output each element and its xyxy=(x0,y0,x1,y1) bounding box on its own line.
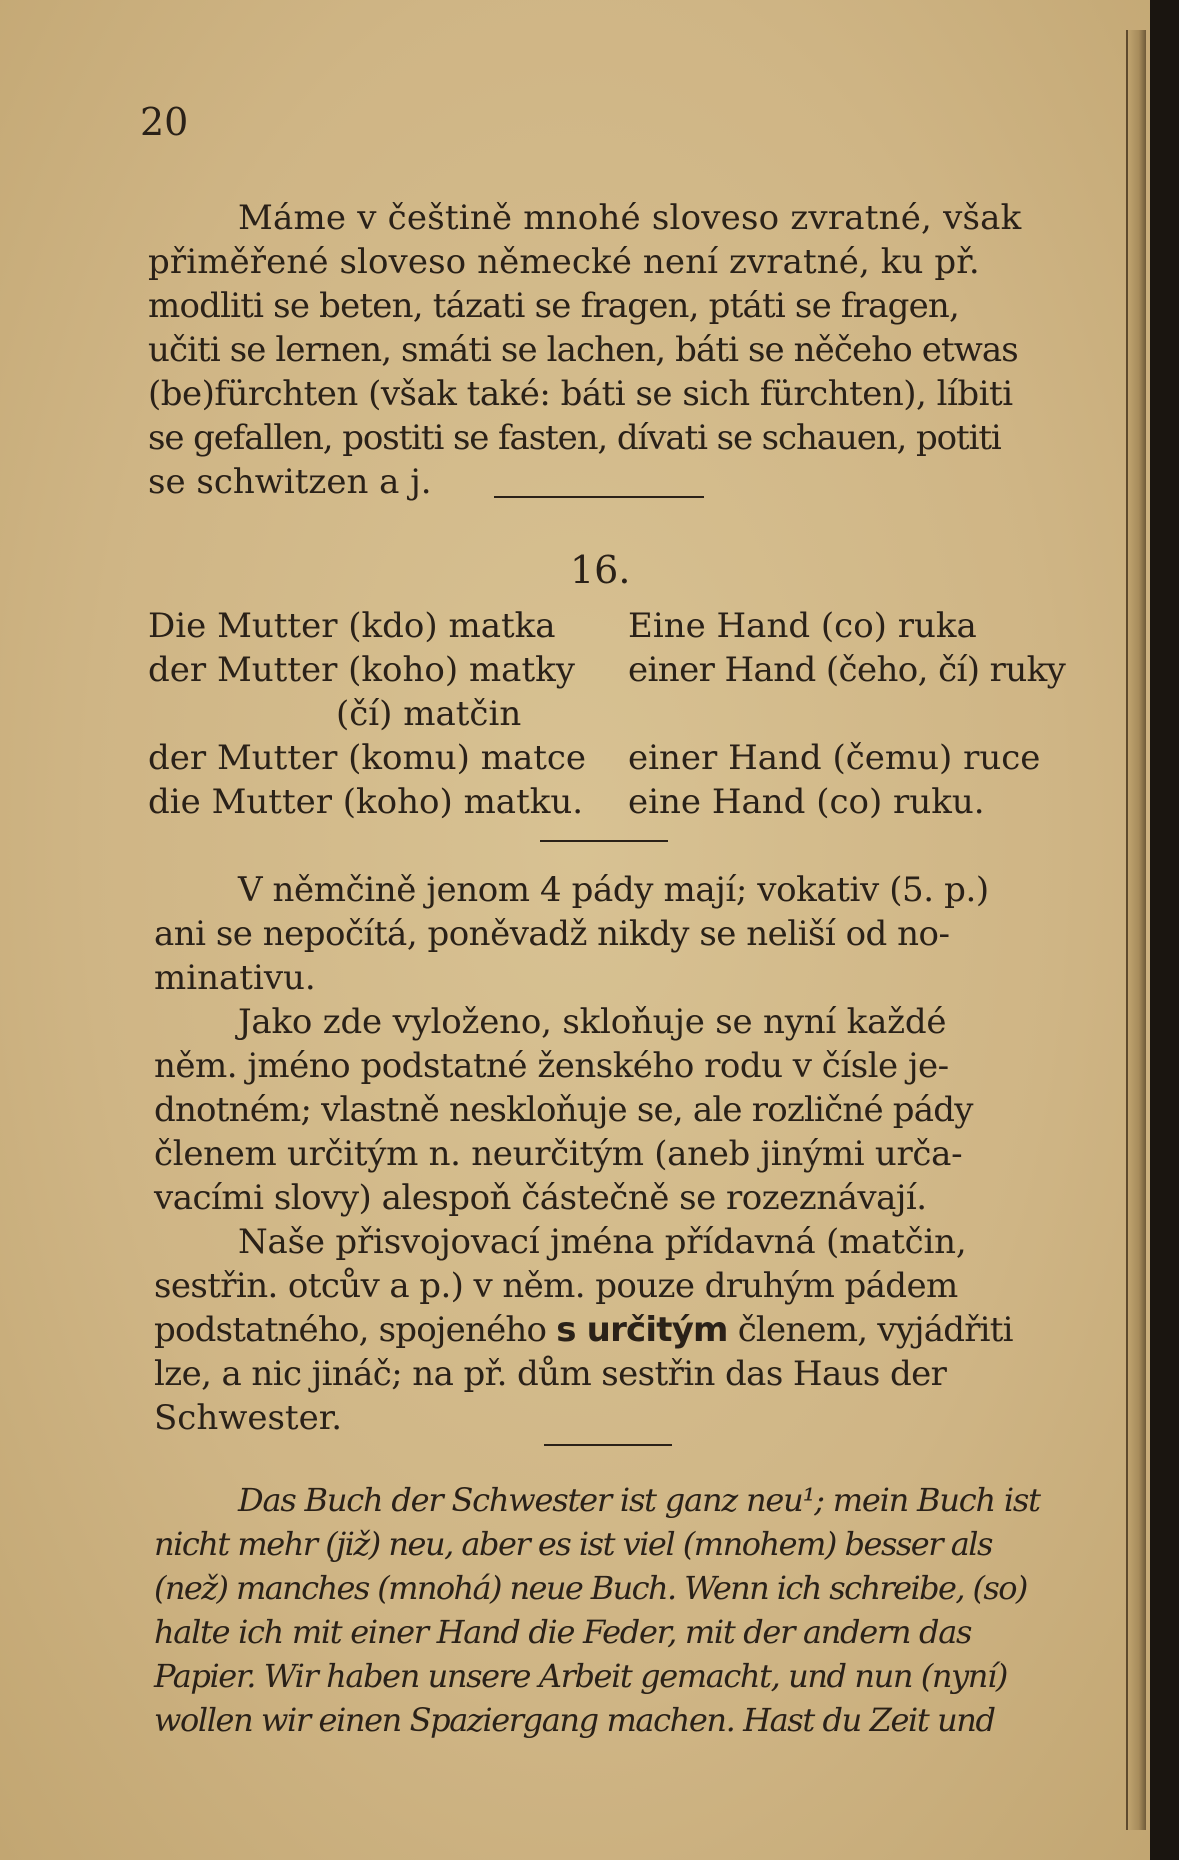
text-span: podstatného, spojeného xyxy=(154,1310,557,1350)
text-line: vacími slovy) alespoň částečně se rozeznávají. xyxy=(154,1178,927,1218)
text-line: Papier. Wir haben unsere Arbeit gemacht, und nun (nyní) xyxy=(154,1657,1007,1695)
text-line: Jako zde vyloženo, skloňuje se nyní každé xyxy=(238,1002,947,1042)
section-number: 16. xyxy=(570,548,631,592)
text-line: nicht mehr (již) neu, aber es ist viel (mnohem) besser als xyxy=(154,1525,992,1563)
bold-text-span: s určitým xyxy=(556,1310,728,1350)
text-line: ani se nepočítá, poněvadž nikdy se neliší od no- xyxy=(154,914,950,954)
declension-right-line: einer Hand (čemu) ruce xyxy=(628,738,1041,778)
divider-rule xyxy=(494,496,704,498)
text-line: (be)fürchten (však také: báti se sich fürchten), líbiti xyxy=(148,374,1013,414)
text-line: sestřin. otcův a p.) v něm. pouze druhým pádem xyxy=(154,1266,958,1306)
declension-left-line: der Mutter (komu) matce xyxy=(148,738,587,778)
text-line: V němčině jenom 4 pády mají; vokativ (5. p.) xyxy=(238,870,989,910)
text-line: modliti se beten, tázati se fragen, ptáti se fragen, xyxy=(148,286,959,326)
text-line: minativu. xyxy=(154,958,316,998)
text-line: učiti se lernen, smáti se lachen, báti se něčeho etwas xyxy=(148,330,1018,370)
divider-rule xyxy=(540,840,668,842)
text-line: něm. jméno podstatné ženského rodu v čísle je- xyxy=(154,1046,949,1086)
declension-left-line: (čí) matčin xyxy=(336,694,522,734)
text-line: (než) manches (mnohá) neue Buch. Wenn ich schreibe, (so) xyxy=(154,1569,1027,1607)
text-line: wollen wir einen Spaziergang machen. Hast du Zeit und xyxy=(154,1701,995,1739)
declension-right-line: Eine Hand (co) ruka xyxy=(628,606,977,646)
text-line: se schwitzen a j. xyxy=(148,462,432,502)
text-span: členem, vyjádřiti xyxy=(727,1310,1013,1350)
text-line: Das Buch der Schwester ist ganz neu¹; mein Buch ist xyxy=(238,1481,1040,1519)
text-line: se gefallen, postiti se fasten, dívati se schauen, potiti xyxy=(148,418,1001,458)
page-number: 20 xyxy=(140,100,189,144)
declension-left-line: der Mutter (koho) matky xyxy=(148,650,575,690)
text-line: Schwester. xyxy=(154,1398,343,1438)
book-spine-edge xyxy=(1126,30,1146,1830)
declension-right-line: einer Hand (čeho, čí) ruky xyxy=(628,650,1066,690)
declension-left-line: die Mutter (koho) matku. xyxy=(148,782,584,822)
text-line: dnotném; vlastně neskloňuje se, ale rozličné pády xyxy=(154,1090,973,1130)
declension-right-line: eine Hand (co) ruku. xyxy=(628,782,985,822)
text-line: Máme v češtině mnohé sloveso zvratné, však xyxy=(238,198,1022,238)
text-line: Naše přisvojovací jména přídavná (matčin, xyxy=(238,1222,967,1262)
text-line: lze, a nic jináč; na př. dům sestřin das Haus der xyxy=(154,1354,947,1394)
declension-left-line: Die Mutter (kdo) matka xyxy=(148,606,556,646)
text-line: přiměřené sloveso německé není zvratné, ku př. xyxy=(148,242,980,282)
text-line: halte ich mit einer Hand die Feder, mit der andern das xyxy=(154,1613,972,1651)
text-line: členem určitým n. neurčitým (aneb jinými urča- xyxy=(154,1134,963,1174)
text-line xyxy=(154,1308,1013,1352)
divider-rule xyxy=(544,1444,672,1446)
